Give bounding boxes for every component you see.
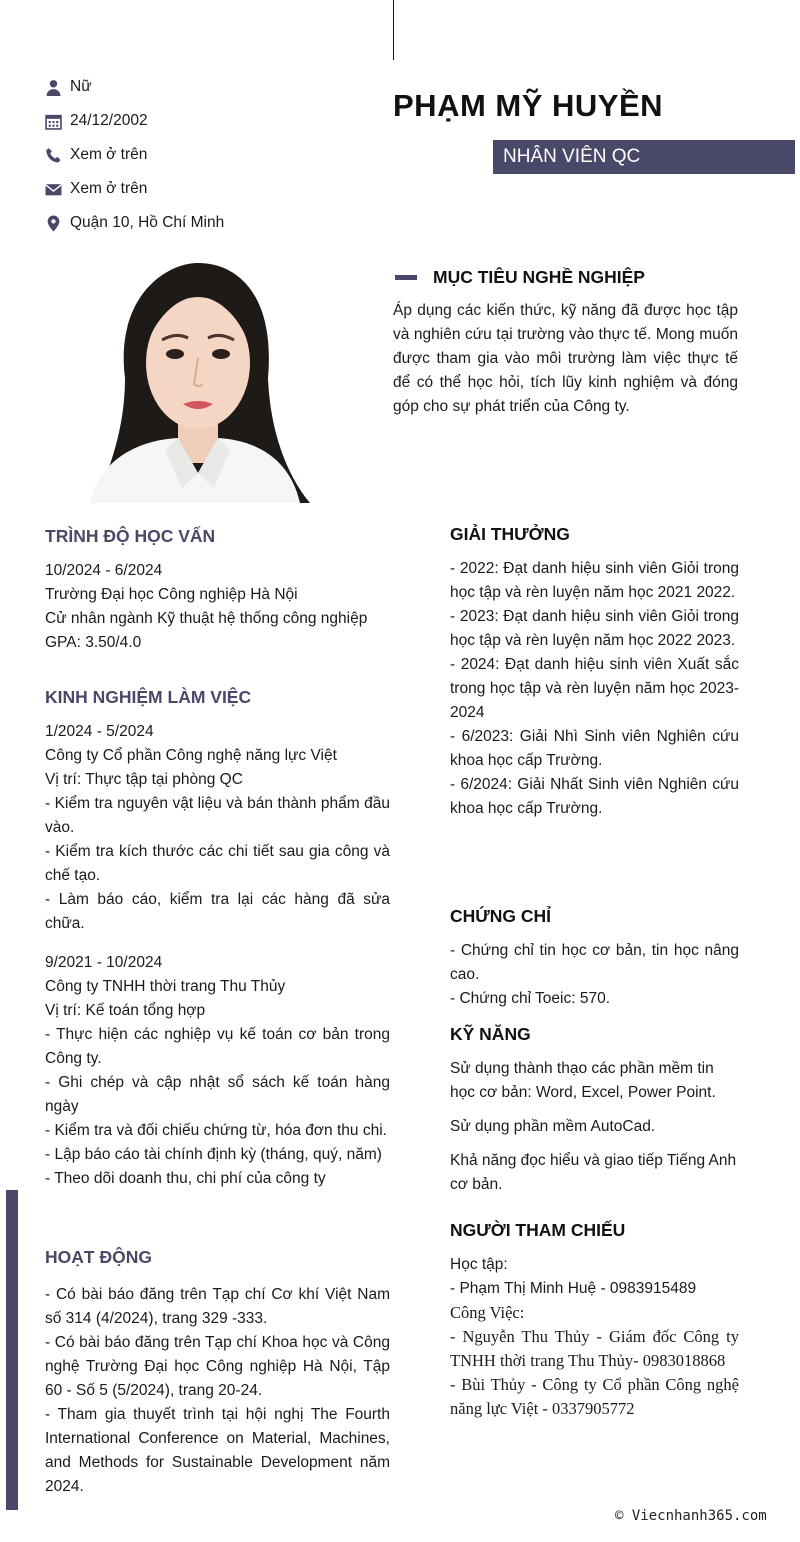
contact-email: [45, 172, 365, 206]
job-task: - Theo dõi doanh thu, chi phí của công ty: [45, 1170, 326, 1187]
calendar-icon: [45, 113, 62, 130]
job-position: Vị trí: Thực tập tại phòng QC: [45, 771, 243, 788]
reference-study: - Phạm Thị Minh Huệ - 0983915489: [450, 1280, 697, 1297]
references-title: NGƯỜI THAM CHIẾU: [450, 1220, 626, 1240]
award-item: - 2022: Đạt danh hiệu sinh viên Giỏi trong học tập và rèn luyện năm học 2021 2022.: [450, 560, 739, 601]
activity-item: - Có bài báo đăng trên Tạp chí Cơ khí Việt Nam số 314 (4/2024), trang 329 -333.: [45, 1286, 390, 1327]
reference-study-label: Học tập:: [450, 1256, 508, 1273]
award-item: - 2023: Đạt danh hiệu sinh viên Giỏi trong học tập và rèn luyện năm học 2022 2023.: [450, 608, 739, 649]
contact-info: [45, 70, 365, 240]
objective-text: Áp dụng các kiến thức, kỹ năng đã được học tập và nghiên cứu tại trường vào thực tế. Mong muốn được tham gia vào môi trường làm việc thực tế để có thể học hỏi, tích lũy kinh nghiệm và đóng góp cho sự phát triển của Công ty.: [393, 302, 738, 415]
skill-item: Sử dụng phần mềm AutoCad.: [450, 1118, 656, 1135]
awards-body: [450, 557, 739, 821]
contact-address-text: Quận 10, Hồ Chí Minh: [70, 214, 225, 231]
contact-email-text: Xem ở trên: [70, 180, 148, 197]
objective-title: MỤC TIÊU NGHỀ NGHIỆP: [433, 267, 645, 287]
job-task: - Thực hiện các nghiệp vụ kế toán cơ bản trong Công ty.: [45, 1026, 390, 1067]
profile-photo: [70, 258, 317, 503]
experience-section: [45, 687, 390, 1191]
experience-job-1: [45, 720, 390, 936]
job-task: - Ghi chép và cập nhật sổ sách kế toán hàng ngày: [45, 1074, 390, 1115]
certificates-section: [450, 906, 739, 1011]
phone-icon: [45, 147, 62, 164]
mail-icon: [45, 181, 62, 198]
skills-section: [450, 1024, 739, 1197]
top-divider-line: [393, 0, 394, 60]
reference-work-2: - Bùi Thủy - Công ty Cổ phần Công nghệ năng lực Việt - 0337905772: [450, 1375, 739, 1418]
certificates-body: [450, 939, 739, 1011]
person-icon: [45, 79, 62, 96]
education-gpa: GPA: 3.50/4.0: [45, 634, 142, 651]
job-task: - Lập báo cáo tài chính định kỳ (tháng, quý, năm): [45, 1146, 382, 1163]
activities-body: [45, 1283, 390, 1499]
job-company: Công ty Cổ phần Công nghệ năng lực Việt: [45, 747, 337, 764]
experience-title: KINH NGHIỆM LÀM VIỆC: [45, 687, 252, 707]
reference-work-label: Công Việc:: [450, 1303, 525, 1322]
job-task: - Kiểm tra nguyên vật liệu và bán thành phẩm đầu vào.: [45, 795, 390, 836]
job-period: 1/2024 - 5/2024: [45, 723, 154, 740]
candidate-name: PHẠM MỸ HUYỀN: [393, 88, 664, 123]
job-task: - Kiểm tra kích thước các chi tiết sau gia công và chế tạo.: [45, 843, 390, 884]
education-degree: Cử nhân ngành Kỹ thuật hệ thống công nghiệp: [45, 610, 368, 627]
location-icon: [45, 215, 62, 232]
job-company: Công ty TNHH thời trang Thu Thủy: [45, 978, 286, 995]
contact-gender-text: Nữ: [70, 78, 92, 95]
certificate-item: - Chứng chỉ tin học cơ bản, tin học nâng cao.: [450, 942, 739, 983]
contact-address: [45, 206, 365, 240]
job-task: - Làm báo cáo, kiểm tra lại các hàng đã sửa chữa.: [45, 891, 390, 932]
education-body: [45, 559, 390, 655]
references-section: [450, 1220, 739, 1421]
objective-accent-bar: [395, 275, 417, 280]
education-section: [45, 526, 390, 655]
certificates-title: CHỨNG CHỈ: [450, 906, 552, 926]
skill-item: Sử dụng thành thạo các phần mềm tin học cơ bản: Word, Excel, Power Point.: [450, 1060, 716, 1101]
awards-section: [450, 524, 739, 821]
job-title-badge: NHÂN VIÊN QC: [493, 140, 795, 174]
certificate-item: - Chứng chỉ Toeic: 570.: [450, 990, 611, 1007]
education-period: 10/2024 - 6/2024: [45, 562, 163, 579]
job-period: 9/2021 - 10/2024: [45, 954, 163, 971]
activities-accent-bar: [6, 1190, 18, 1510]
job-position: Vị trí: Kế toán tổng hợp: [45, 1002, 206, 1019]
award-item: - 6/2023: Giải Nhì Sinh viên Nghiên cứu khoa học cấp Trường.: [450, 728, 739, 769]
footer-copyright: © Viecnhanh365.com: [615, 1508, 767, 1524]
award-item: - 6/2024: Giải Nhất Sinh viên Nghiên cứu khoa học cấp Trường.: [450, 776, 739, 817]
experience-job-2: [45, 951, 390, 1191]
activities-title: HOẠT ĐỘNG: [45, 1247, 152, 1267]
activities-section: [45, 1247, 390, 1499]
education-school: Trường Đại học Công nghiệp Hà Nội: [45, 586, 298, 603]
contact-birthday-text: 24/12/2002: [70, 112, 148, 129]
contact-phone: [45, 138, 365, 172]
contact-gender: [45, 70, 365, 104]
references-body: [450, 1253, 739, 1421]
skills-body: [450, 1057, 739, 1197]
activity-item: - Tham gia thuyết trình tại hội nghị The Fourth International Conference on Material, Machines, and Methods for Sustainable Development năm 2024.: [45, 1406, 390, 1495]
skill-item: Khả năng đọc hiểu và giao tiếp Tiếng Anh cơ bản.: [450, 1152, 737, 1193]
activity-item: - Có bài báo đăng trên Tạp chí Khoa học và Công nghệ Trường Đại học Công nghiệp Hà Nội, Tập 60 - Số 5 (5/2024), trang 20-24.: [45, 1334, 390, 1399]
objective-header: [395, 267, 645, 288]
contact-phone-text: Xem ở trên: [70, 146, 148, 163]
award-item: - 2024: Đạt danh hiệu sinh viên Xuất sắc trong học tập và rèn luyện năm học 2023- 2024: [450, 656, 739, 721]
job-task: - Kiểm tra và đối chiếu chứng từ, hóa đơn thu chi.: [45, 1122, 387, 1139]
contact-birthday: [45, 104, 365, 138]
education-title: TRÌNH ĐỘ HỌC VẤN: [45, 526, 216, 546]
skills-title: KỸ NĂNG: [450, 1024, 531, 1044]
reference-work-1: - Nguyễn Thu Thủy - Giám đốc Công ty TNHH thời trang Thu Thủy- 0983018868: [450, 1327, 739, 1370]
awards-title: GIẢI THƯỞNG: [450, 524, 570, 544]
